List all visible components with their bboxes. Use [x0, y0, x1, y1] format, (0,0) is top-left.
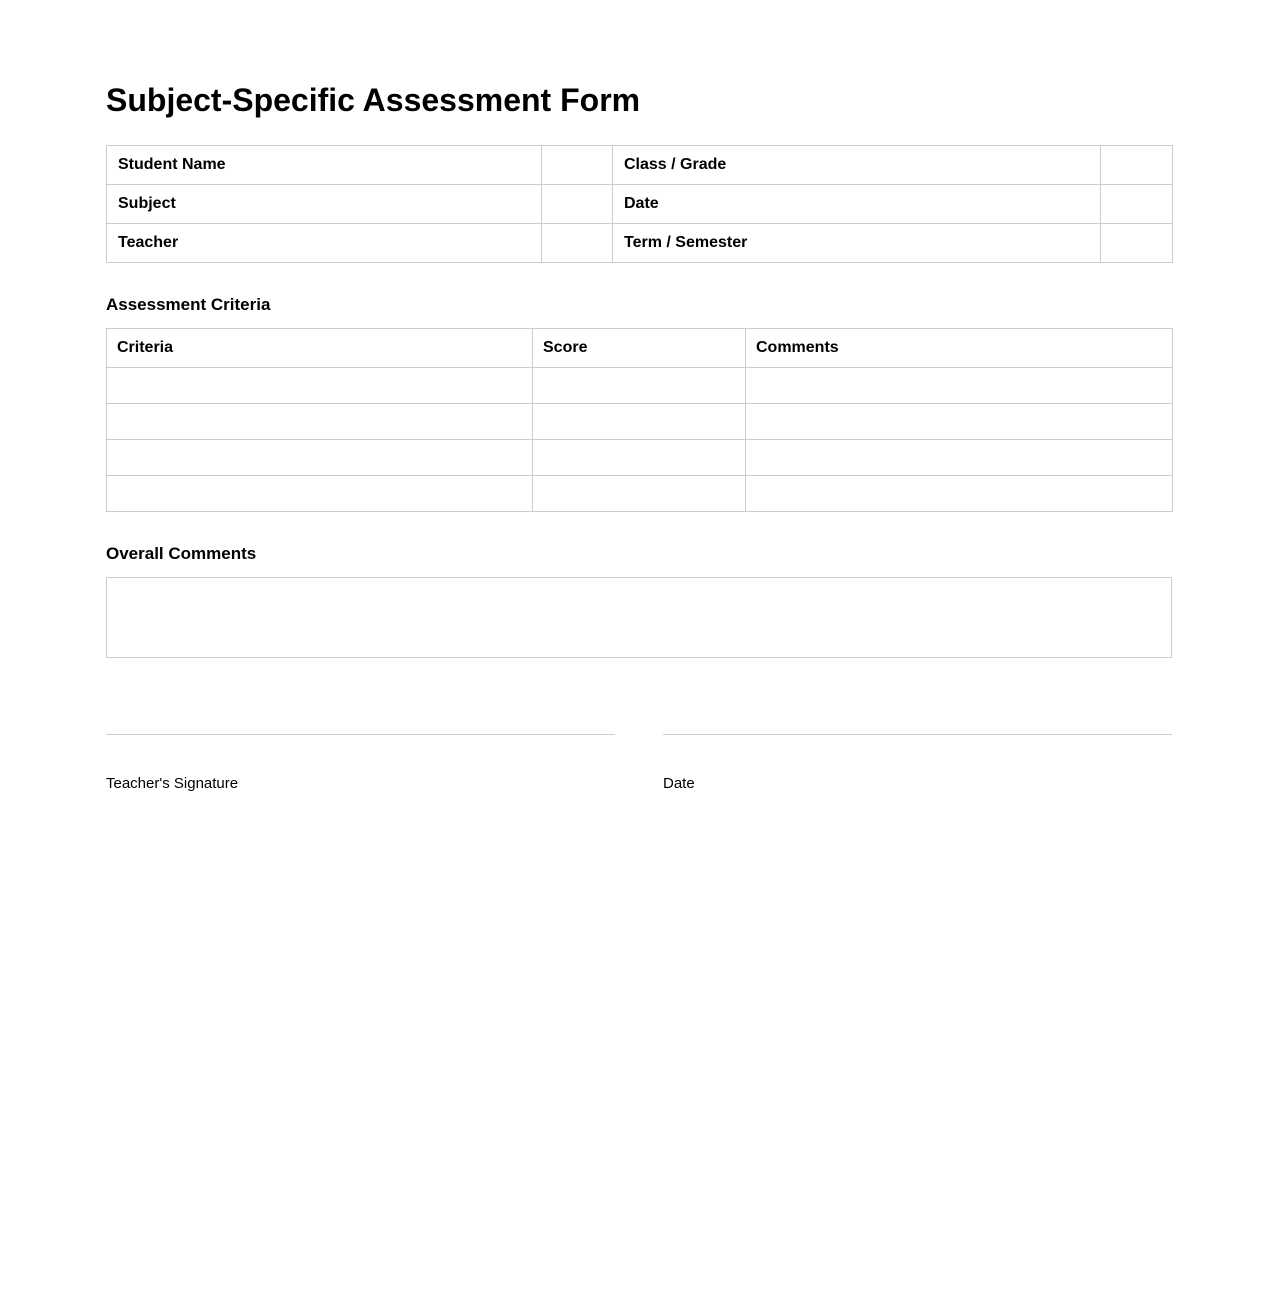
page-title: Subject-Specific Assessment Form: [106, 82, 641, 118]
table-row: [107, 476, 1173, 512]
column-header: Score: [533, 329, 746, 368]
student-info-table: [106, 145, 1173, 263]
subject-field[interactable]: [542, 185, 613, 224]
comments-cell[interactable]: [746, 404, 1173, 440]
info-label: Teacher: [107, 224, 542, 263]
class-grade-field[interactable]: [1101, 146, 1173, 185]
teacher-signature-label: Teacher's Signature: [106, 775, 239, 792]
section-heading-criteria: Assessment Criteria: [106, 295, 271, 314]
table-row: [107, 224, 1173, 263]
date-field[interactable]: [1101, 185, 1173, 224]
score-cell[interactable]: [533, 440, 746, 476]
table-row: [107, 404, 1173, 440]
score-cell[interactable]: [533, 404, 746, 440]
column-header: Comments: [746, 329, 1173, 368]
term-semester-field[interactable]: [1101, 224, 1173, 263]
score-cell[interactable]: [533, 476, 746, 512]
date-signature-line[interactable]: [663, 734, 1172, 735]
info-label: Class / Grade: [613, 146, 1101, 185]
table-row: [107, 440, 1173, 476]
section-heading-overall: Overall Comments: [106, 544, 257, 563]
teacher-signature-line[interactable]: [106, 734, 615, 735]
table-row: [107, 368, 1173, 404]
table-row: [107, 146, 1173, 185]
table-header-row: [107, 329, 1173, 368]
info-label: Term / Semester: [613, 224, 1101, 263]
column-header: Criteria: [107, 329, 533, 368]
criteria-cell[interactable]: [107, 404, 533, 440]
score-cell[interactable]: [533, 368, 746, 404]
table-row: [107, 185, 1173, 224]
info-label: Student Name: [107, 146, 542, 185]
criteria-cell[interactable]: [107, 476, 533, 512]
overall-comments-box[interactable]: [106, 577, 1172, 658]
comments-cell[interactable]: [746, 476, 1173, 512]
criteria-cell[interactable]: [107, 440, 533, 476]
comments-cell[interactable]: [746, 368, 1173, 404]
date-signature-label: Date: [663, 775, 695, 792]
comments-cell[interactable]: [746, 440, 1173, 476]
info-label: Date: [613, 185, 1101, 224]
teacher-field[interactable]: [542, 224, 613, 263]
criteria-cell[interactable]: [107, 368, 533, 404]
student-name-field[interactable]: [542, 146, 613, 185]
criteria-table: [106, 328, 1173, 512]
info-label: Subject: [107, 185, 542, 224]
